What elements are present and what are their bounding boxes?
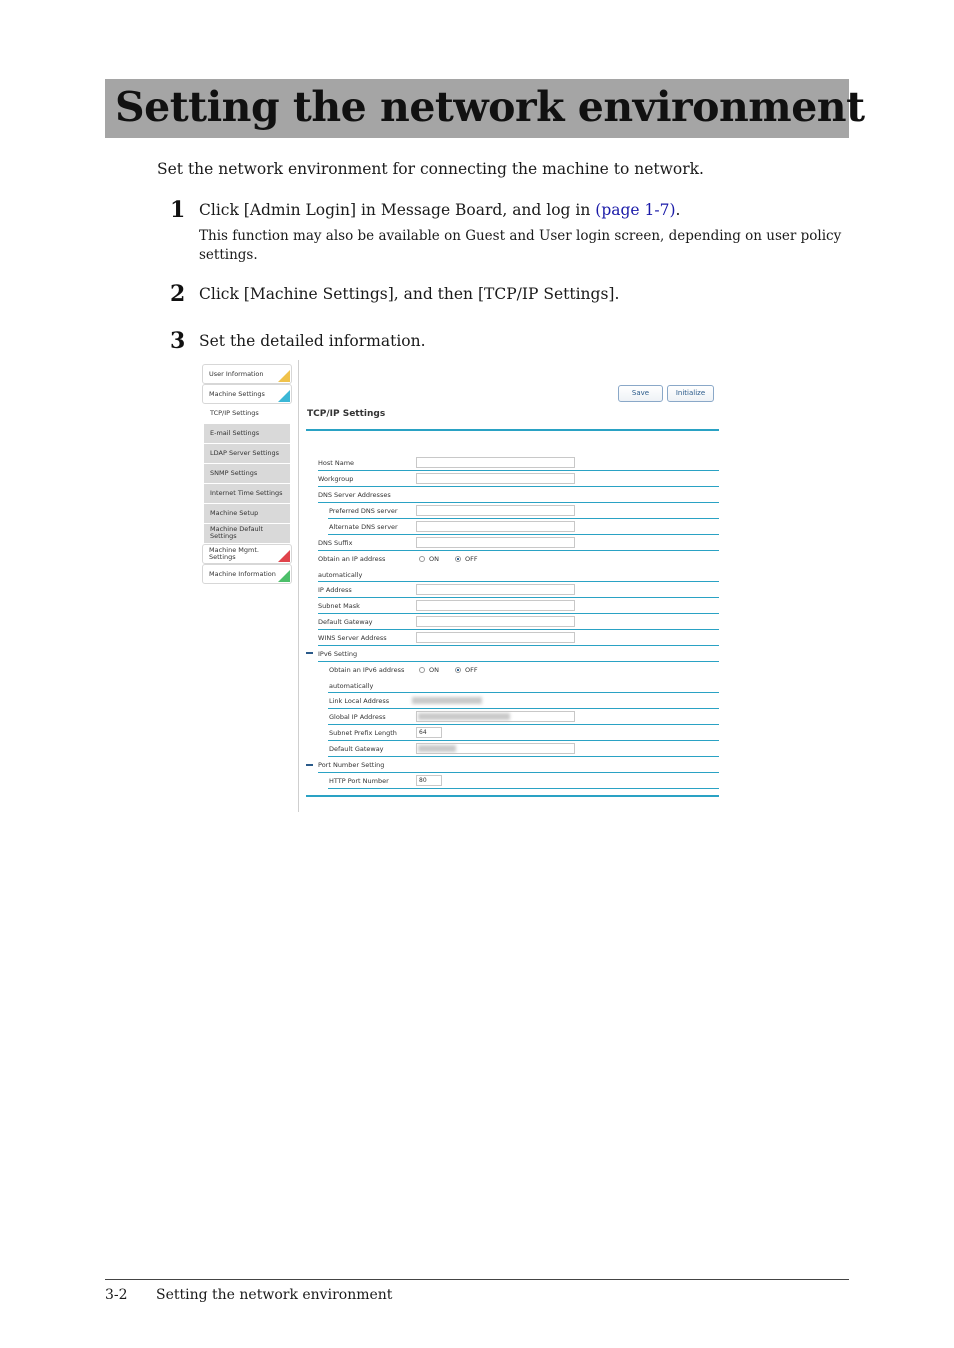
row-obtain-ipv6 <box>328 662 719 693</box>
radio-label: ON <box>429 555 439 563</box>
step-1-text-before: Click [Admin Login] in Message Board, and log in <box>199 201 596 219</box>
row-label: IPv6 Setting <box>318 650 358 658</box>
row-ip-address <box>318 582 719 598</box>
footer-rule <box>105 1279 849 1280</box>
step-2-text: Click [Machine Settings], and then [TCP/IP Settings]. <box>199 285 620 303</box>
alternate-dns-input[interactable] <box>416 521 575 532</box>
step-1-number: 1 <box>170 197 186 223</box>
row-label: IP Address <box>318 586 352 594</box>
title-bar <box>105 79 865 138</box>
intro-text: Set the network environment for connecting the machine to network. <box>157 160 704 178</box>
row-subnet-mask <box>318 598 719 614</box>
menu-label: SNMP Settings <box>210 469 258 477</box>
footer-section-title: Setting the network environment <box>156 1287 393 1303</box>
row-obtain-ip <box>318 551 719 582</box>
radio-icon <box>419 667 425 673</box>
step-3-number: 3 <box>170 328 186 354</box>
step-1-text-after: . <box>675 201 681 219</box>
host-name-input[interactable] <box>416 457 575 468</box>
radio-icon <box>419 556 425 562</box>
menu-label: Machine Setup <box>210 509 259 517</box>
obtain-ip-on-radio[interactable] <box>419 555 439 563</box>
row-alternate-dns <box>328 519 719 535</box>
row-label: Default Gateway <box>318 618 373 626</box>
step-3-text: Set the detailed information. <box>199 332 426 350</box>
row-label: Workgroup <box>318 475 354 483</box>
save-button[interactable]: Save <box>618 385 663 402</box>
menu-label: Machine Information <box>209 570 276 578</box>
row-label: DNS Server Addresses <box>318 491 391 499</box>
menu-internet-time-settings[interactable] <box>204 484 290 504</box>
wins-server-input[interactable] <box>416 632 575 643</box>
row-label: Subnet Mask <box>318 602 360 610</box>
row-workgroup <box>318 471 719 487</box>
subnet-prefix-input[interactable]: 64 <box>416 727 442 738</box>
redacted-value <box>412 697 482 704</box>
initialize-button[interactable]: Initialize <box>667 385 714 402</box>
menu-ldap-server-settings[interactable] <box>204 444 290 464</box>
menu-label: Internet Time Settings <box>210 489 283 497</box>
row-dns-suffix <box>318 535 719 551</box>
row-label: Obtain an IPv6 address <box>329 666 405 674</box>
default-gateway-input[interactable] <box>416 616 575 627</box>
step-1-text <box>199 201 680 219</box>
subnet-mask-input[interactable] <box>416 600 575 611</box>
redacted-value <box>418 713 510 720</box>
page-link[interactable]: (page 1-7) <box>595 201 676 219</box>
row-default-gateway <box>318 614 719 630</box>
row-label: automatically <box>329 682 374 690</box>
row-label: Port Number Setting <box>318 761 385 769</box>
row-port-number-setting <box>318 757 719 773</box>
radio-selected-icon <box>455 556 461 562</box>
row-label: Obtain an IP address <box>318 555 386 563</box>
menu-label: Machine Settings <box>209 390 265 398</box>
collapse-minus-icon[interactable] <box>306 764 313 766</box>
menu-email-settings[interactable] <box>204 424 290 444</box>
row-label: WINS Server Address <box>318 634 387 642</box>
divider <box>298 360 299 812</box>
workgroup-input[interactable] <box>416 473 575 484</box>
row-global-ip <box>328 709 719 725</box>
menu-label: TCP/IP Settings <box>210 409 259 417</box>
row-label: Default Gateway <box>329 745 384 753</box>
radio-selected-icon <box>455 667 461 673</box>
row-subnet-prefix <box>328 725 719 741</box>
row-label: Host Name <box>318 459 355 467</box>
row-label: HTTP Port Number <box>329 777 389 785</box>
row-dns-server-addresses <box>318 487 719 503</box>
row-wins-server <box>318 630 719 646</box>
ip-address-input[interactable] <box>416 584 575 595</box>
menu-machine-mgmt-settings[interactable] <box>202 544 292 564</box>
page-title: Setting the network environment <box>115 83 865 131</box>
row-link-local <box>328 693 719 709</box>
menu-tcpip-settings[interactable] <box>204 404 290 424</box>
corner-tab-icon <box>278 370 290 382</box>
corner-tab-icon <box>278 390 290 402</box>
menu-label: User Information <box>209 370 264 378</box>
menu-label: LDAP Server Settings <box>210 449 279 457</box>
panel-rule <box>306 429 719 431</box>
obtain-ip-off-radio[interactable] <box>455 555 478 563</box>
row-ipv6-setting <box>318 646 719 662</box>
row-label: DNS Suffix <box>318 539 353 547</box>
menu-user-information[interactable] <box>202 364 292 384</box>
row-preferred-dns <box>328 503 719 519</box>
side-menu <box>202 364 292 584</box>
bottom-rule <box>306 795 719 797</box>
tcpip-settings-screenshot <box>200 360 720 812</box>
row-http-port <box>328 773 719 789</box>
menu-label: E-mail Settings <box>210 429 260 437</box>
corner-tab-icon <box>278 570 290 582</box>
step-2-number: 2 <box>170 281 186 307</box>
dns-suffix-input[interactable] <box>416 537 575 548</box>
obtain-ipv6-off-radio[interactable] <box>455 666 478 674</box>
panel-title: TCP/IP Settings <box>307 409 386 419</box>
row-default-gateway-v6 <box>328 741 719 757</box>
step-1-note: This function may also be available on Guest and User login screen, depending on user policy settings. <box>199 228 842 263</box>
menu-machine-information[interactable] <box>202 564 292 584</box>
collapse-minus-icon[interactable] <box>306 652 313 654</box>
row-label: Subnet Prefix Length <box>329 729 397 737</box>
radio-label: ON <box>429 666 439 674</box>
footer-page-number: 3-2 <box>105 1287 128 1303</box>
preferred-dns-input[interactable] <box>416 505 575 516</box>
menu-machine-default-settings[interactable] <box>204 524 290 544</box>
menu-machine-setup[interactable] <box>204 504 290 524</box>
radio-label: OFF <box>465 555 478 563</box>
menu-snmp-settings[interactable] <box>204 464 290 484</box>
row-label: automatically <box>318 571 363 579</box>
corner-tab-icon <box>278 550 290 562</box>
row-label: Preferred DNS server <box>329 507 398 515</box>
row-label: Link Local Address <box>329 697 390 705</box>
redacted-value <box>418 745 456 752</box>
row-host-name <box>318 455 719 471</box>
radio-label: OFF <box>465 666 478 674</box>
http-port-input[interactable]: 80 <box>416 775 442 786</box>
menu-machine-settings[interactable] <box>202 384 292 404</box>
row-label: Global IP Address <box>329 713 386 721</box>
obtain-ipv6-on-radio[interactable] <box>419 666 439 674</box>
row-label: Alternate DNS server <box>329 523 398 531</box>
menu-label: Machine Mgmt. Settings <box>209 546 259 561</box>
menu-label: Machine Default Settings <box>210 525 264 540</box>
